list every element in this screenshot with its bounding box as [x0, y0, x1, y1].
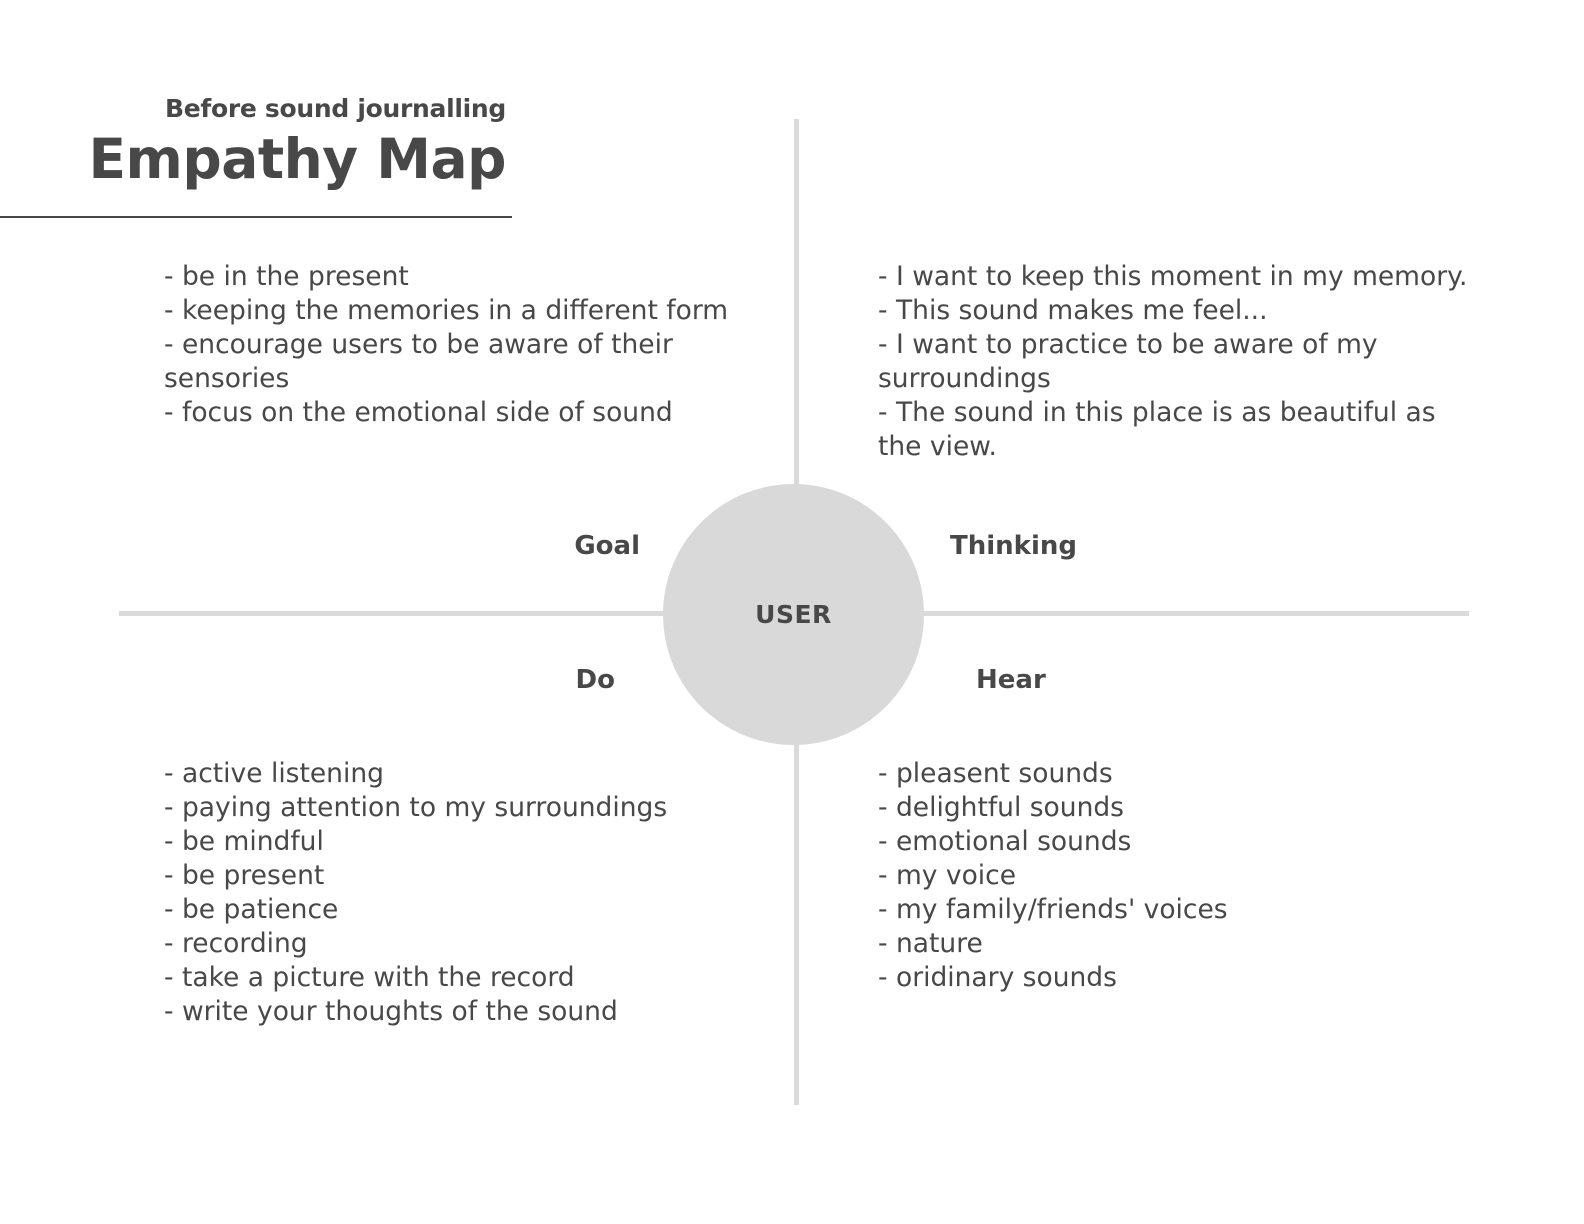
thinking-item: - I want to keep this moment in my memory. [878, 261, 1468, 292]
goal-list [164, 260, 744, 430]
thinking-item: - The sound in this place is as beautiful as the view. [878, 397, 1436, 462]
goal-item: - keeping the memories in a different form [164, 295, 729, 326]
page-subtitle: Before sound journalling [164, 94, 506, 123]
do-item: - write your thoughts of the sound [164, 996, 618, 1027]
hear-item: - my family/friends' voices [878, 894, 1228, 925]
do-list [164, 757, 744, 1029]
hear-item: - oridinary sounds [878, 962, 1117, 993]
goal-item: - encourage users to be aware of their sensories [164, 329, 673, 394]
do-item: - take a picture with the record [164, 962, 575, 993]
do-item: - be mindful [164, 826, 324, 857]
hear-item: - my voice [878, 860, 1017, 891]
hear-item: - delightful sounds [878, 792, 1124, 823]
title-underline [0, 216, 512, 218]
thinking-label: Thinking [950, 531, 1077, 561]
hear-label: Hear [976, 665, 1046, 695]
page-title: Empathy Map [88, 127, 506, 191]
goal-item: - be in the present [164, 261, 409, 292]
hear-item: - pleasent sounds [878, 758, 1113, 789]
do-item: - be patience [164, 894, 339, 925]
do-label: Do [575, 665, 615, 695]
thinking-list [878, 260, 1474, 464]
hear-item: - emotional sounds [878, 826, 1132, 857]
do-item: - active listening [164, 758, 384, 789]
goal-item: - focus on the emotional side of sound [164, 397, 673, 428]
do-item: - be present [164, 860, 325, 891]
goal-label: Goal [574, 531, 640, 561]
hear-list [878, 757, 1474, 995]
do-item: - recording [164, 928, 308, 959]
thinking-item: - I want to practice to be aware of my surroundings [878, 329, 1378, 394]
user-circle [663, 484, 924, 745]
user-label: USER [755, 600, 832, 629]
hear-item: - nature [878, 928, 983, 959]
thinking-item: - This sound makes me feel... [878, 295, 1268, 326]
do-item: - paying attention to my surroundings [164, 792, 668, 823]
